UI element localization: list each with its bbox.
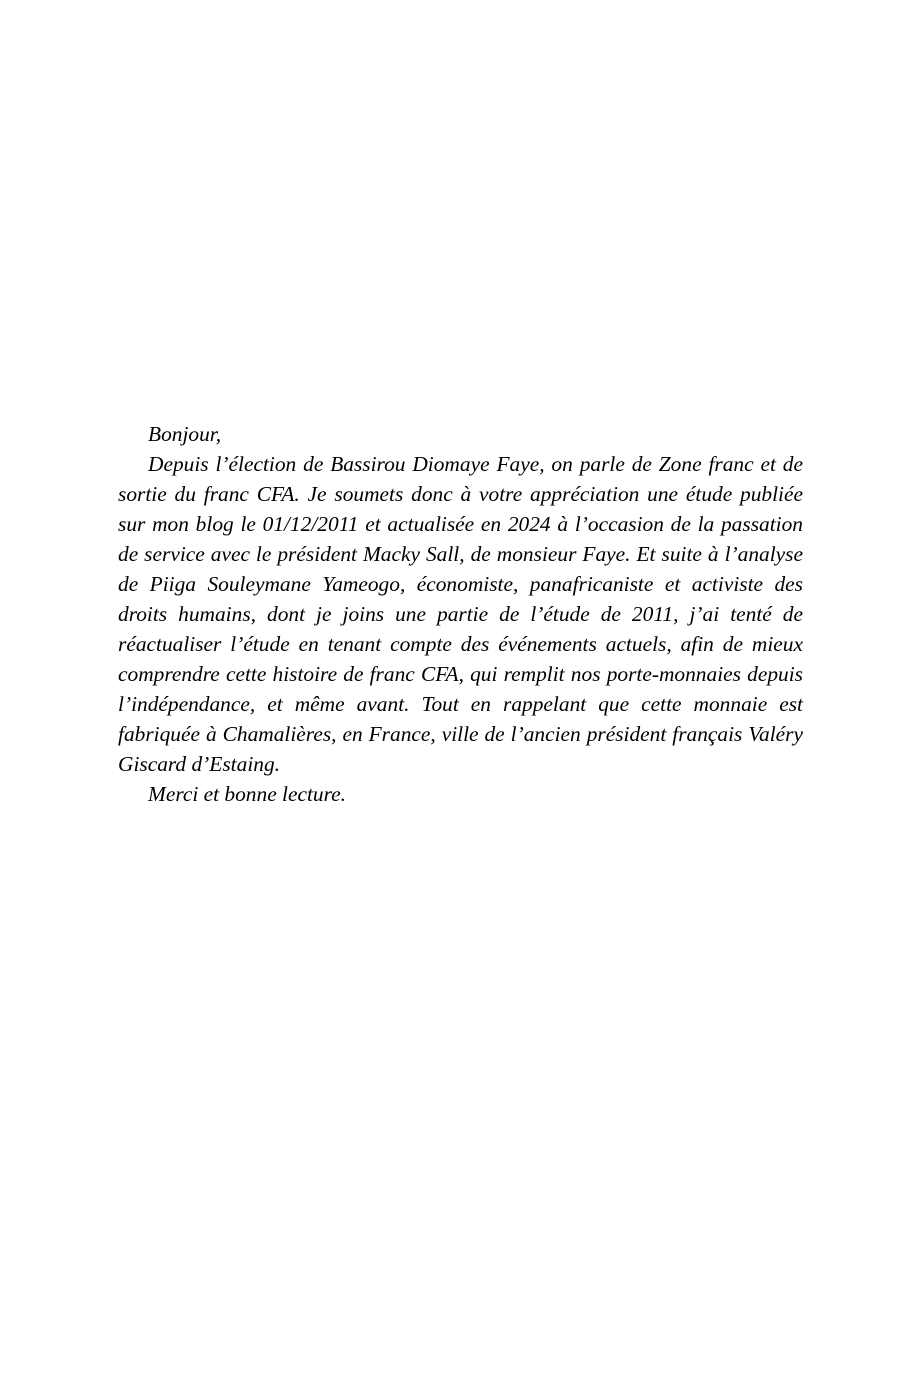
letter-text — [118, 419, 803, 809]
closing-paragraph: Merci et bonne lecture. — [148, 782, 346, 806]
greeting-paragraph: Bonjour, — [148, 422, 222, 446]
body-paragraph: Depuis l’élection de Bassirou Diomaye Faye, on parle de Zone franc et de sortie du franc CFA. Je soumets donc à votre appréciation une étude publiée sur mon blog le 01/12/2011 et actualisée en 2024 à l’occasion de la passation de service avec le président Macky Sall, de monsieur Faye. Et suite à l’analyse de Piiga Souleymane Yameogo, économiste, panafricaniste et activiste des droits humains, dont je joins une partie de l’étude de 2011, j’ai tenté de réactualiser l’étude en tenant compte des événements actuels, afin de mieux comprendre cette histoire de franc CFA, qui remplit nos porte-monnaies depuis l’indépendance, et même avant. Tout en rappelant que cette monnaie est fabriquée à Chamalières, en France, ville de l’ancien président français Valéry Giscard d’Estaing. — [118, 452, 803, 776]
